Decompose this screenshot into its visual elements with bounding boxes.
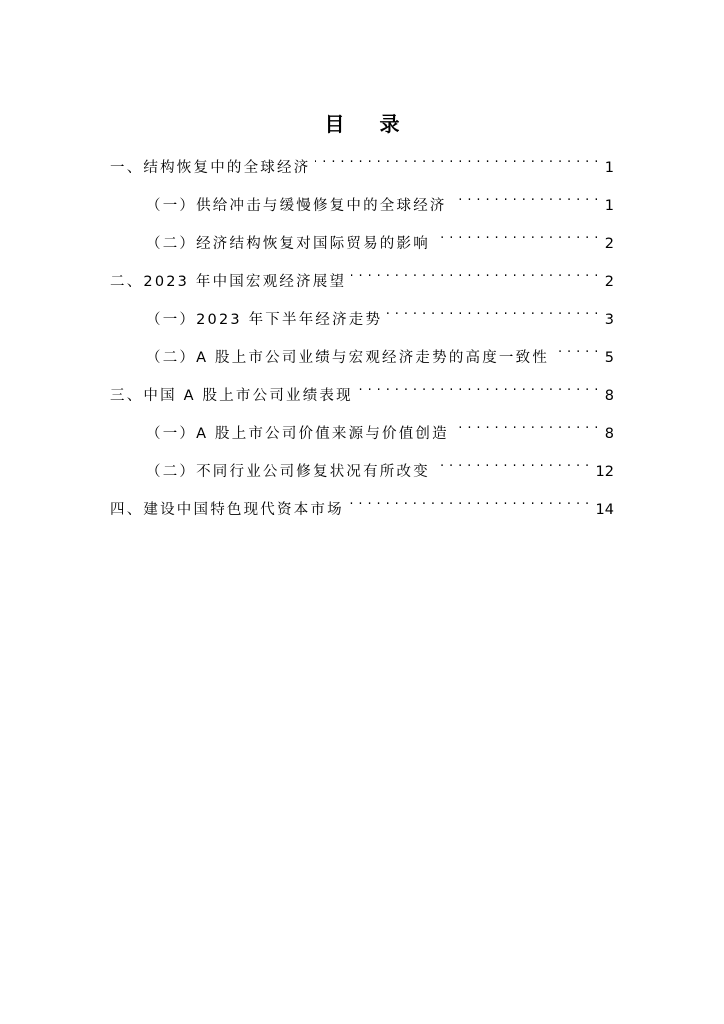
toc-page-number: 5 (604, 350, 614, 366)
toc-entry-text: （二）A 股上市公司业绩与宏观经济走势的高度一致性 (146, 350, 550, 366)
dot-leader (349, 488, 590, 514)
toc-entry-text: （二）经济结构恢复对国际贸易的影响 (146, 236, 430, 252)
toc-entry-text: （一）2023 年下半年经济走势 (146, 312, 383, 328)
dot-leader (351, 260, 599, 286)
toc-page-number: 2 (604, 236, 614, 252)
toc-page-number: 1 (604, 160, 614, 176)
toc-entry[interactable] (110, 374, 614, 412)
toc-page-number: 14 (595, 502, 614, 518)
toc-entry[interactable] (110, 222, 614, 260)
toc-entry[interactable] (110, 146, 614, 184)
toc-entry-text: 二、2023 年中国宏观经济展望 (110, 274, 347, 290)
toc-page-number: 12 (595, 464, 614, 480)
toc-entry[interactable] (110, 298, 614, 336)
dot-leader (452, 184, 599, 210)
toc-entry-text: （一）供给冲击与缓慢修复中的全球经济 (146, 198, 447, 214)
dot-leader (435, 450, 590, 476)
toc-page-number: 3 (604, 312, 614, 328)
toc-entry-text: （一）A 股上市公司价值来源与价值创造 (146, 426, 449, 442)
dot-leader (387, 298, 599, 324)
toc-entry[interactable] (110, 260, 614, 298)
dot-leader (358, 374, 599, 400)
toc-entry-text: 三、中国 A 股上市公司业绩表现 (110, 388, 353, 404)
dot-leader (435, 222, 599, 248)
toc-page-number: 8 (604, 388, 614, 404)
toc-entry[interactable] (110, 412, 614, 450)
toc-entry[interactable] (110, 336, 614, 374)
table-of-contents (110, 146, 614, 526)
dot-leader (554, 336, 599, 362)
toc-page-number: 2 (604, 274, 614, 290)
toc-entry[interactable] (110, 488, 614, 526)
toc-title: 目 录 (324, 112, 414, 136)
toc-page-number: 1 (604, 198, 614, 214)
toc-page-number: 8 (604, 426, 614, 442)
toc-entry[interactable] (110, 184, 614, 222)
toc-entry-text: 一、结构恢复中的全球经济 (110, 160, 311, 176)
toc-entry[interactable] (110, 450, 614, 488)
dot-leader (454, 412, 599, 438)
toc-entry-text: （二）不同行业公司修复状况有所改变 (146, 464, 430, 480)
toc-entry-text: 四、建设中国特色现代资本市场 (110, 502, 344, 518)
dot-leader (315, 146, 598, 172)
